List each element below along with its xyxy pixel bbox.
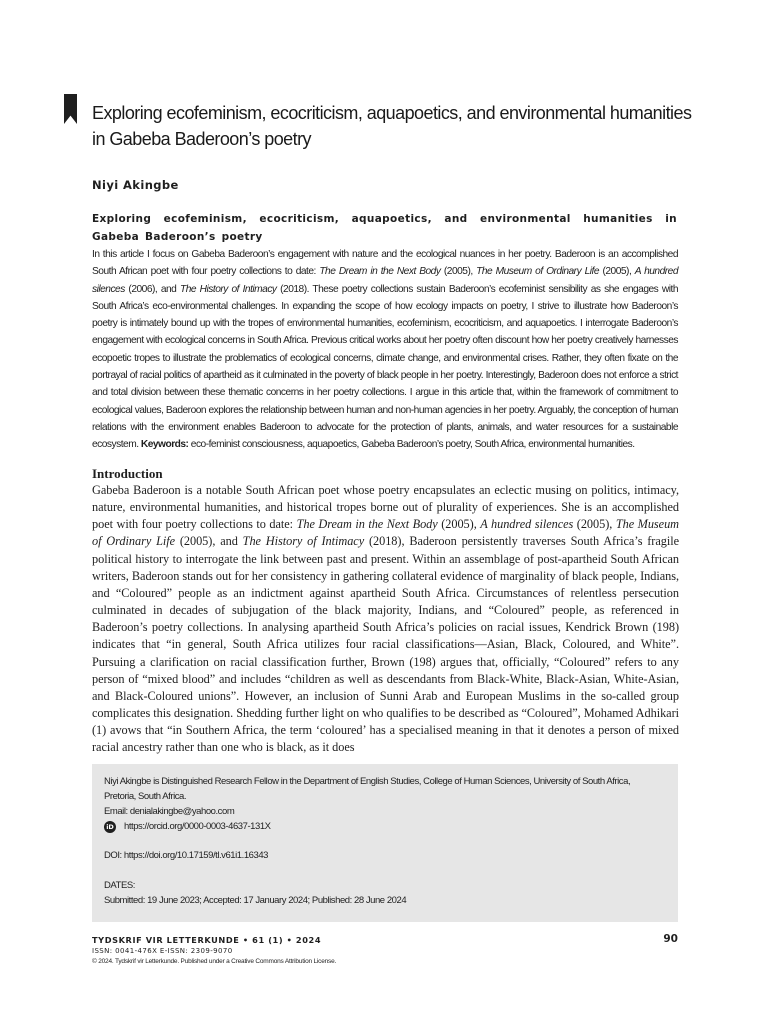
abstract-title-museum: The Museum of Ordinary Life [476, 266, 600, 278]
doi-link[interactable]: DOI: https://doi.org/10.17159/tl.v61i1.16343 [104, 850, 268, 861]
journal-name: TYDSKRIF VIR LETTERKUNDE • 61 (1) • 2024 [92, 935, 322, 945]
intro-title-intimacy: The History of Intimacy [242, 534, 365, 549]
abstract-heading: Exploring ecofeminism, ecocriticism, aquapoetics, and environmental humanities in Gabeba Baderoon’s poetry [92, 213, 677, 243]
intro-title-dream: The Dream in the Next Body [296, 517, 438, 532]
abstract: In this article I focus on Gabeba Baderoon’s engagement with nature and the ecological nuances in her poetry. Baderoon is an accomplished South African poet with four poetry collections to date: The Dream in the Next Body (2005), The Museum of Ordinary Life (2005), A hundred silences (2006), and The History of Intimacy (2018). These poetry collections sustain Baderoon’s ecofeminist sensibility as she engages with South Africa’s eco-environmental challenges. In expanding the scope of how ecology impacts on poetry, I strive to illustrate how Baderoon’s poetry is intimately bound up with the tropes of environmental humanities, ecofeminism, ecocriticism, and aquapoetics. I interrogate Baderoon’s engagement with ecological concerns in South Africa. Previous critical works about her poetry often discount how her poetry creatively harnesses ecopoetic tropes to illustrate the problematics of ecological concerns, climate change, and environmental crises. Rather, they often fixate on the portrayal of racial politics of apartheid as it culminated in the poverty of black people in her poetry. Interestingly, Baderoon does not enforce a strict and total division between these thematic concerns in her poetry collections. I argue in this article that, within the framework of commitment to ecological values, Baderoon explores the relationship between human and non-human agencies in her poetry. Arguably, the conception of human relations with the environment enables Baderoon to advocate for the protection of plants, animals, and water resources for a sustainable ecosystem. Keywords: eco-feminist consciousness, aquapoetics, Gabeba Baderoon’s poetry, South Africa, environmental humanities. [92, 249, 678, 451]
article-title: Exploring ecofeminism, ecocriticism, aquapoetics, and environmental humanities in Gabeba Baderoon’s poetry [92, 103, 692, 149]
orcid-link[interactable] [104, 819, 271, 834]
orcid-url[interactable]: https://orcid.org/0000-0003-4637-131X [124, 821, 271, 832]
keywords-label: Keywords: [140, 439, 189, 451]
page-number: 90 [663, 933, 678, 945]
author-info-box [92, 764, 678, 922]
intro-title-silences: A hundred silences [480, 517, 574, 532]
license-note: © 2024. Tydskrif vir Letterkunde. Published under a Creative Commons Attribution License. [92, 958, 337, 965]
intro-title-museum: The Museum of Ordinary Life [92, 517, 679, 549]
introduction-paragraph: Gabeba Baderoon is a notable South African poet whose poetry encapsulates an eclectic musing on politics, intimacy, nature, environmental humanities, and historical tropes borne out of plurality of experiences. She is an accomplished poet with four poetry collections to date: The Dream in the Next Body (2005), A hundred silences (2005), The Museum of Ordinary Life (2005), and The History of Intimacy (2018), Baderoon persistently traverses South Africa’s fragile political history to interrogate the link between past and present. Within an assemblage of post-apartheid South African writers, Baderoon stands out for her consistency in gathering collateral evidence of marginality of black people, Indians, and “Coloured” people as an indictment against apartheid South Africa. Circumstances of relentless persecution culminated in decades of subjugation of the black majority, Indians, and “Coloured” people, as referenced in Baderoon’s poetry collections. In analysing apartheid South Africa’s policies on racial issues, Kendrick Brown (198) indicates that “in general, South Africa utilizes four racial classifications—Asian, Black, Coloured, and White”. Pursuing a clarification on racial classification further, Brown (198) argues that, officially, “Coloured” refers to any person of “mixed blood” and includes “children as well as descendants from Black-White, Black-Asian, White-Asian, and Black-Coloured unions”. However, an inclusion of Sunni Arab and European Muslims in the so-called group complicates this designation. Shedding further light on who qualifies to be described as “Coloured”, Mohamed Adhikari (1) avows that “in Southern Africa, the term ‘coloured’ has a specialised meaning in that it denotes a person of mixed racial ancestry rather than one who is black, as it does [92, 483, 680, 755]
orcid-icon: iD [104, 821, 116, 833]
bookmark-icon [64, 94, 77, 124]
keywords: eco-feminist consciousness, aquapoetics, Gabeba Baderoon’s poetry, South Africa, environmental humanities. [188, 439, 635, 451]
dates-label: DATES: [104, 880, 135, 891]
section-heading-introduction: Introduction [92, 466, 163, 481]
abstract-title-dream: The Dream in the Next Body [319, 266, 441, 278]
issn: ISSN: 0041-476X E-ISSN: 2309-9070 [92, 947, 233, 955]
abstract-title-intimacy: The History of Intimacy [179, 283, 277, 295]
author-bio: Niyi Akingbe is Distinguished Research Fellow in the Department of English Studies, College of Human Sciences, University of South Africa, Pretoria, South Africa. [104, 776, 631, 802]
author-email[interactable]: Email: denialakingbe@yahoo.com [104, 806, 235, 817]
author-name: Niyi Akingbe [92, 178, 179, 192]
publication-dates: Submitted: 19 June 2023; Accepted: 17 January 2024; Published: 28 June 2024 [104, 895, 407, 906]
abstract-title-silences: A hundred silences [92, 266, 678, 295]
